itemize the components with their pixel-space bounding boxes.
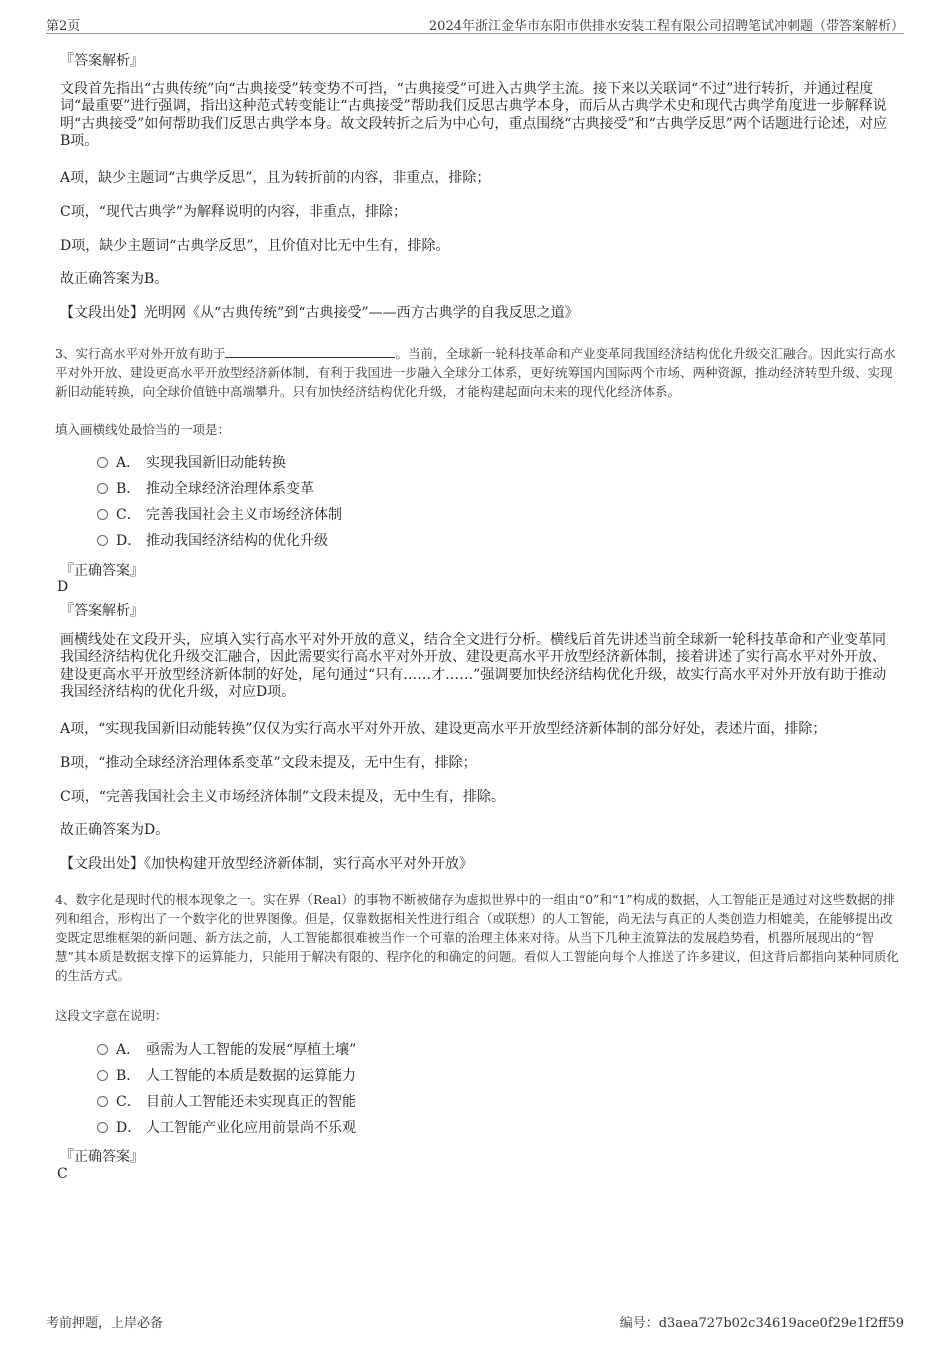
- question-4-prompt: 这段文字意在说明：: [55, 1008, 168, 1023]
- option-c[interactable]: C． 目前人工智能还未实现真正的智能: [97, 1092, 356, 1112]
- analysis-label: 『答案解析』: [60, 603, 144, 619]
- radio-button[interactable]: [97, 1122, 108, 1133]
- analysis-option-a: A项，缺少主题词“古典学反思”，且为转折前的内容，非重点，排除；: [60, 170, 491, 186]
- radio-button[interactable]: [97, 535, 108, 546]
- radio-button[interactable]: [97, 1044, 108, 1055]
- page-header: [46, 13, 904, 34]
- conclusion: 故正确答案为D。: [60, 822, 170, 838]
- document-title: 2024年浙江金华市东阳市供排水安装工程有限公司招聘笔试冲刺题（带答案解析）: [428, 19, 904, 34]
- option-c[interactable]: C． 完善我国社会主义市场经济体制: [97, 505, 342, 525]
- radio-button[interactable]: [97, 509, 108, 520]
- radio-button[interactable]: [97, 483, 108, 494]
- question-3-prompt: 填入画横线处最恰当的一项是：: [55, 422, 231, 437]
- source: 【文段出处】光明网《从“古典传统”到“古典接受”——西方古典学的自我反思之道》: [60, 305, 579, 321]
- analysis-option-c: C项，“现代古典学”为解释说明的内容，非重点，排除；: [60, 204, 408, 220]
- option-b[interactable]: B． 推动全球经济治理体系变革: [97, 479, 314, 499]
- analysis-option-a: A项，“实现我国新旧动能转换”仅仅为实行高水平对外开放、建设更高水平开放型经济新体制的部分好处，表述片面，排除；: [60, 721, 827, 737]
- footer-slogan: 考前押题，上岸必备: [46, 1316, 164, 1331]
- fill-blank: [225, 345, 395, 358]
- conclusion: 故正确答案为B。: [60, 271, 169, 287]
- radio-button[interactable]: [97, 457, 108, 468]
- option-d[interactable]: D． 人工智能产业化应用前景尚不乐观: [97, 1118, 356, 1138]
- option-a[interactable]: A． 实现我国新旧动能转换: [97, 453, 286, 473]
- question-4-stem: 4、数字化是现时代的根本现象之一。实在界（Real）的事物不断被储存为虚拟世界中的一组由“0”和“1”构成的数据，人工智能正是通过对这些数据的排列和组合，形构出了一个数字化的世界图像。但是，仅靠数据相关性进行组合（或联想）的人工智能，尚无法与真正的人类创造力相媲美，在能够提出改变既定思维框架的新问题、新方法之前，人工智能都很难被当作一个可靠的治理主体来对待。从当下几种主流算法的发展趋势看，机器所展现出的“智慧”其本质是数据支撑下的运算能力，只能用于解决有限的、程序化的和确定的问题。看似人工智能向每个人推送了许多建议，但这背后都指向某种同质化的生活方式。: [55, 892, 899, 983]
- source: 【文段出处】《加快构建开放型经济新体制，实行高水平对外开放》: [60, 856, 473, 872]
- analysis-text: 画横线处在文段开头，应填入实行高水平对外开放的意义，结合全文进行分析。横线后首先讲述当前全球新一轮科技革命和产业变革同我国经济结构优化升级交汇融合，因此需要实行高水平对外开放、建设更高水平开放型经济新体制，接着讲述了实行高水平对外开放、建设更高水平开放型经济新体制的好处，尾句通过“只有……才……”强调要加快经济结构优化升级，故实行高水平对外开放有助于推动我国经济结构的优化升级，对应D项。: [60, 632, 887, 700]
- answer-label: 『正确答案』: [60, 563, 144, 579]
- option-d[interactable]: D． 推动我国经济结构的优化升级: [97, 531, 328, 551]
- document-id: 编号：d3aea727b02c34619ace0f29e1f2ff59: [619, 1316, 904, 1331]
- analysis-option-c: C项，“完善我国社会主义市场经济体制”文段未提及，无中生有，排除。: [60, 789, 506, 805]
- option-a[interactable]: A． 亟需为人工智能的发展“厚植土壤”: [97, 1040, 356, 1060]
- page-number: 第2页: [46, 19, 81, 34]
- radio-button[interactable]: [97, 1096, 108, 1107]
- radio-button[interactable]: [97, 1070, 108, 1081]
- answer-value: C: [57, 1166, 68, 1182]
- answer-label: 『正确答案』: [60, 1149, 144, 1165]
- question-3-stem: 3、实行高水平对外开放有助于 。当前，全球新一轮科技革命和产业变革同我国经济结构优化升级交汇融合。因此实行高水平对外开放、建设更高水平开放型经济新体制，有利于我国进一步融入全球分工体系，更好统筹国内国际两个市场、两种资源，推动经济转型升级、实现新旧动能转换，向全球价值链中高端攀升。只有加快经济结构优化升级，才能构建起面向未来的现代化经济体系。: [55, 346, 896, 399]
- analysis-text: 文段首先指出“古典传统”向“古典接受”转变势不可挡，“古典接受”可进入古典学主流。接下来以关联词“不过”进行转折，并通过程度词“最重要”进行强调，指出这种范式转变能让“古典接受”帮助我们反思古典学本身，而后从古典学术史和现代古典学角度进一步解释说明“古典接受”如何帮助我们反思古典学本身。故文段转折之后为中心句，重点围绕“古典接受”和“古典学反思”两个话题进行论述，对应B项。: [60, 81, 887, 149]
- analysis-label: 『答案解析』: [60, 53, 144, 69]
- analysis-option-d: D项，缺少主题词“古典学反思”，且价值对比无中生有，排除。: [60, 238, 450, 254]
- answer-value: D: [57, 579, 69, 595]
- analysis-option-b: B项，“推动全球经济治理体系变革”文段未提及，无中生有，排除；: [60, 755, 477, 771]
- option-b[interactable]: B． 人工智能的本质是数据的运算能力: [97, 1066, 356, 1086]
